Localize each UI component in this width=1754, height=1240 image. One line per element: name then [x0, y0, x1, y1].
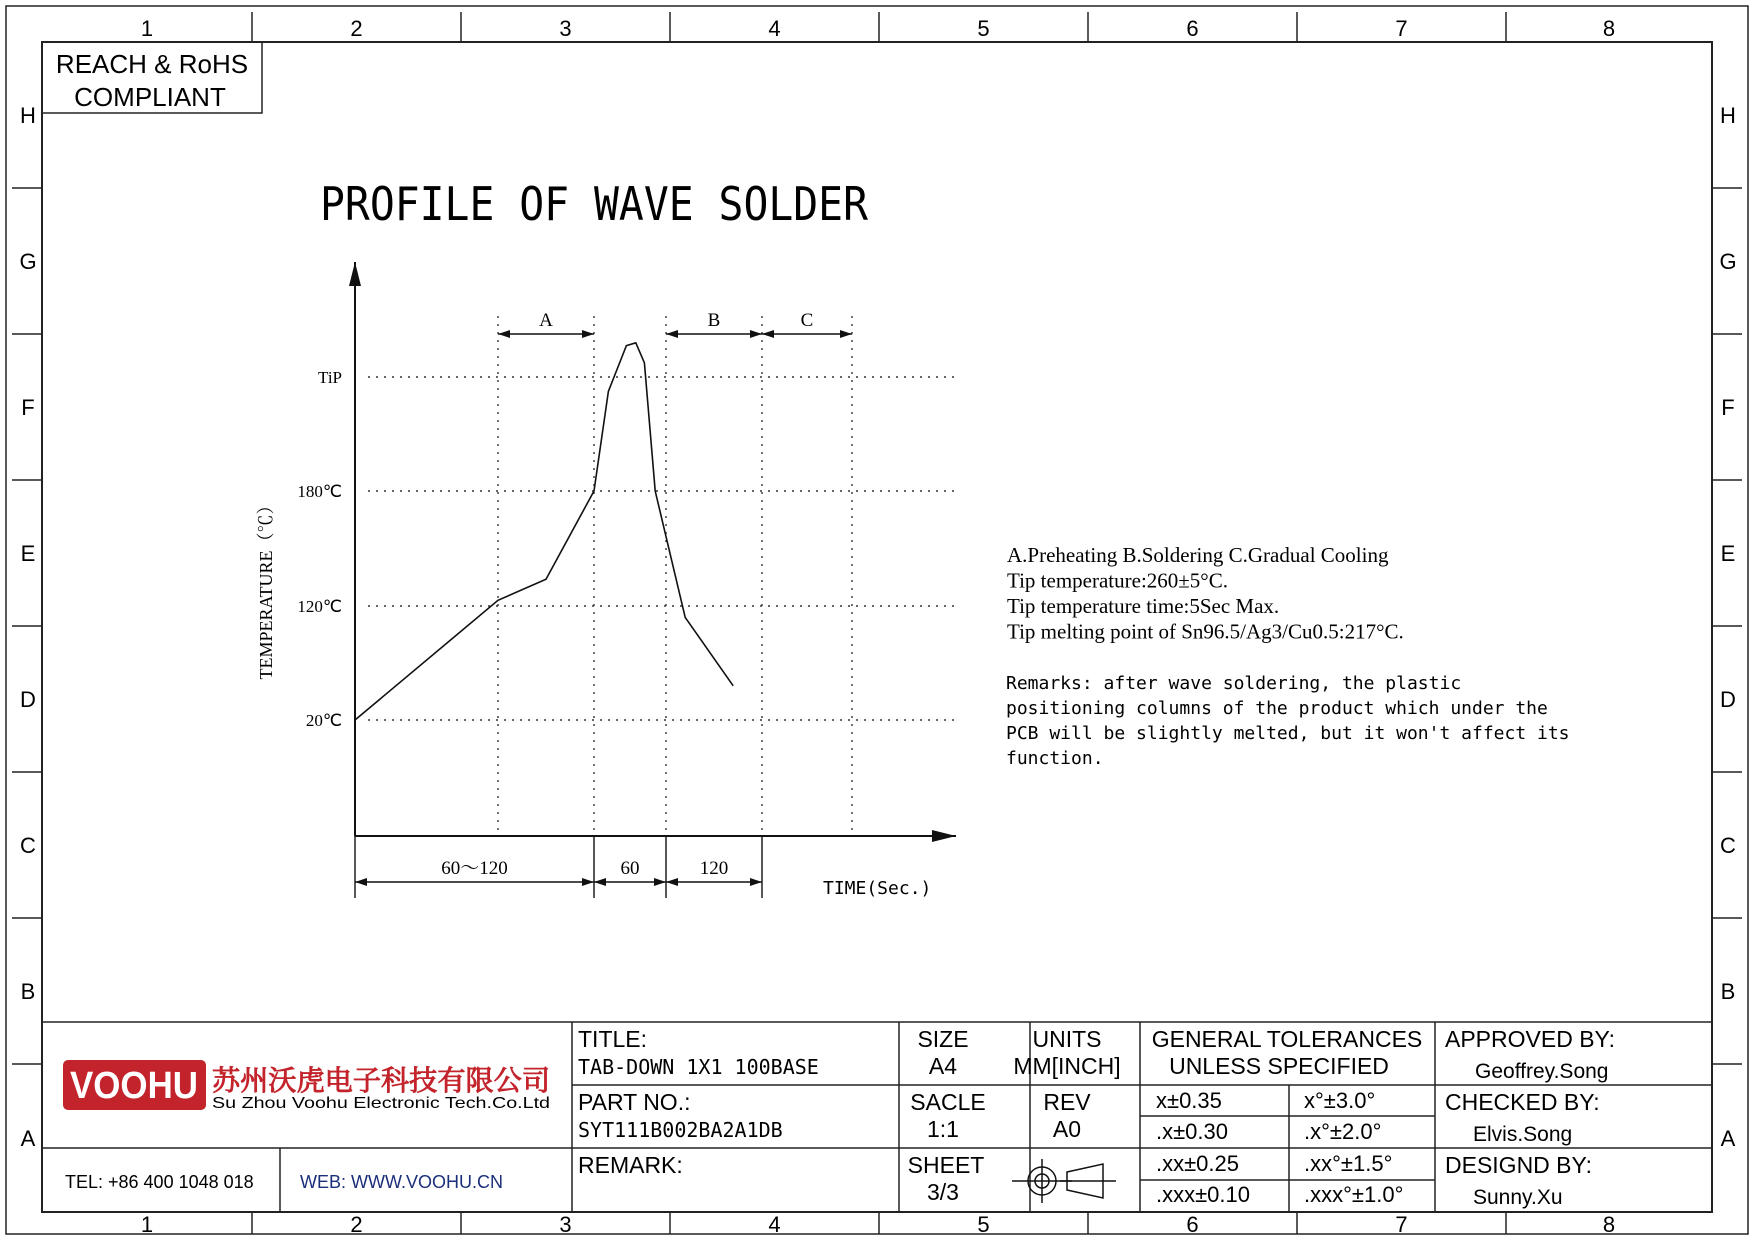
y-tick-label: 120℃: [297, 597, 342, 616]
column-label-bottom: 7: [1395, 1212, 1408, 1237]
row-label-left: H: [20, 103, 36, 128]
y-axis-label: TEMPERATURE（℃）: [256, 496, 276, 680]
note-line: A.Preheating B.Soldering C.Gradual Cooling: [1007, 543, 1389, 567]
units-value: MM[INCH]: [1013, 1053, 1121, 1079]
scale-value: 1:1: [927, 1116, 959, 1142]
tolerance-linear: .x±0.30: [1156, 1119, 1229, 1144]
duration-label: 60: [620, 858, 640, 879]
tolerance-label-1: GENERAL TOLERANCES: [1151, 1026, 1423, 1052]
tolerance-angular: .xx°±1.5°: [1304, 1151, 1393, 1176]
company-name-en: Su Zhou Voohu Electronic Tech.Co.Ltd: [212, 1095, 550, 1112]
title-value: TAB-DOWN 1X1 100BASE: [578, 1055, 819, 1079]
row-label-left: A: [20, 1126, 36, 1151]
row-label-left: G: [19, 249, 37, 274]
duration-label: 60～120: [441, 858, 508, 879]
row-label-right: E: [1720, 541, 1736, 566]
row-label-left: F: [21, 395, 35, 420]
units-label: UNITS: [1032, 1026, 1102, 1052]
process-notes: [1007, 543, 1404, 644]
zone-label: C: [800, 310, 814, 331]
column-label-top: 3: [559, 16, 572, 41]
checked-label: CHECKED BY:: [1445, 1089, 1600, 1115]
row-label-left: C: [20, 833, 36, 858]
tolerance-linear: x±0.35: [1156, 1088, 1222, 1113]
row-label-right: F: [1721, 395, 1735, 420]
row-label-right: H: [1720, 103, 1736, 128]
remark-label: REMARK:: [578, 1152, 683, 1178]
compliance-line2: COMPLIANT: [74, 82, 226, 112]
tolerance-angular: x°±3.0°: [1304, 1088, 1376, 1113]
row-label-right: G: [1719, 249, 1737, 274]
chart-gridlines: [368, 316, 958, 836]
row-label-left: D: [20, 687, 36, 712]
company-web: WEB: WWW.VOOHU.CN: [300, 1172, 503, 1192]
column-label-top: 5: [977, 16, 990, 41]
column-label-top: 4: [768, 16, 781, 41]
scale-label: SACLE: [910, 1089, 986, 1115]
zone-label: A: [539, 310, 553, 331]
company-name-cn: 苏州沃虎电子科技有限公司: [212, 1065, 550, 1096]
solder-profile-chart: [256, 262, 958, 899]
duration-dimensions: [355, 836, 762, 898]
temperature-profile-line: [355, 343, 733, 720]
size-label: SIZE: [917, 1026, 969, 1052]
note-line: Tip temperature time:5Sec Max.: [1007, 594, 1280, 618]
tolerance-linear: .xxx±0.10: [1156, 1182, 1251, 1207]
logo-text: VOOHU: [70, 1065, 198, 1107]
column-label-bottom: 6: [1186, 1212, 1199, 1237]
part-label: PART NO.:: [578, 1089, 691, 1115]
column-label-top: 6: [1186, 16, 1199, 41]
remark-line: function.: [1006, 748, 1104, 769]
y-tick-labels: [297, 368, 342, 730]
column-label-top: 1: [140, 16, 154, 41]
tolerance-linear: .xx±0.25: [1156, 1151, 1240, 1176]
column-label-top: 8: [1602, 16, 1616, 41]
remarks-text: [1006, 673, 1570, 769]
column-label-bottom: 5: [977, 1212, 990, 1237]
sheet-value: 3/3: [927, 1179, 959, 1205]
column-label-bottom: 1: [140, 1212, 154, 1237]
remark-line: positioning columns of the product which under the: [1006, 698, 1548, 719]
column-label-bottom: 3: [559, 1212, 572, 1237]
remark-line: Remarks: after wave soldering, the plastic: [1006, 673, 1462, 694]
approved-value: Geoffrey.Song: [1475, 1060, 1609, 1083]
third-angle-projection-icon: [1012, 1159, 1116, 1203]
tolerance-angular: .xxx°±1.0°: [1304, 1182, 1404, 1207]
tolerance-label-2: UNLESS SPECIFIED: [1169, 1053, 1389, 1079]
row-label-right: B: [1720, 979, 1736, 1004]
note-line: Tip temperature:260±5°C.: [1007, 568, 1228, 593]
row-label-right: C: [1720, 833, 1736, 858]
sheet-label: SHEET: [907, 1152, 985, 1178]
column-label-bottom: 2: [350, 1212, 363, 1237]
y-tick-label: 20℃: [305, 711, 342, 730]
column-label-top: 7: [1395, 16, 1408, 41]
duration-label: 120: [699, 858, 729, 879]
designed-label: DESIGND BY:: [1445, 1152, 1592, 1178]
zone-dimensions: [498, 310, 852, 334]
approved-label: APPROVED BY:: [1445, 1026, 1616, 1052]
rev-value: A0: [1052, 1116, 1082, 1142]
part-value: SYT111B002BA2A1DB: [578, 1118, 783, 1142]
row-label-right: A: [1720, 1126, 1736, 1151]
compliance-line1: REACH & RoHS: [55, 49, 249, 79]
zone-label: B: [707, 310, 721, 331]
y-tick-label: 180℃: [297, 482, 342, 501]
size-value: A4: [928, 1053, 958, 1079]
column-label-bottom: 4: [768, 1212, 781, 1237]
checked-value: Elvis.Song: [1473, 1123, 1573, 1146]
drawing-title: PROFILE OF WAVE SOLDER: [320, 177, 869, 231]
x-axis-label: TIME(Sec.): [823, 878, 932, 899]
y-tick-label: TiP: [318, 368, 342, 387]
company-logo: [63, 1060, 206, 1110]
row-label-left: E: [20, 541, 36, 566]
tolerance-angular: .x°±2.0°: [1304, 1119, 1382, 1144]
row-label-right: D: [1720, 687, 1736, 712]
note-line: Tip melting point of Sn96.5/Ag3/Cu0.5:217°C.: [1007, 619, 1404, 644]
title-label: TITLE:: [578, 1026, 648, 1052]
designed-value: Sunny.Xu: [1473, 1186, 1563, 1209]
row-label-left: B: [20, 979, 36, 1004]
zone-labels: [19, 16, 1736, 1237]
rev-label: REV: [1043, 1089, 1091, 1115]
column-label-bottom: 8: [1602, 1212, 1616, 1237]
remark-line: PCB will be slightly melted, but it won't affect its: [1006, 723, 1570, 744]
company-tel: TEL: +86 400 1048 018: [65, 1172, 254, 1192]
column-label-top: 2: [350, 16, 363, 41]
